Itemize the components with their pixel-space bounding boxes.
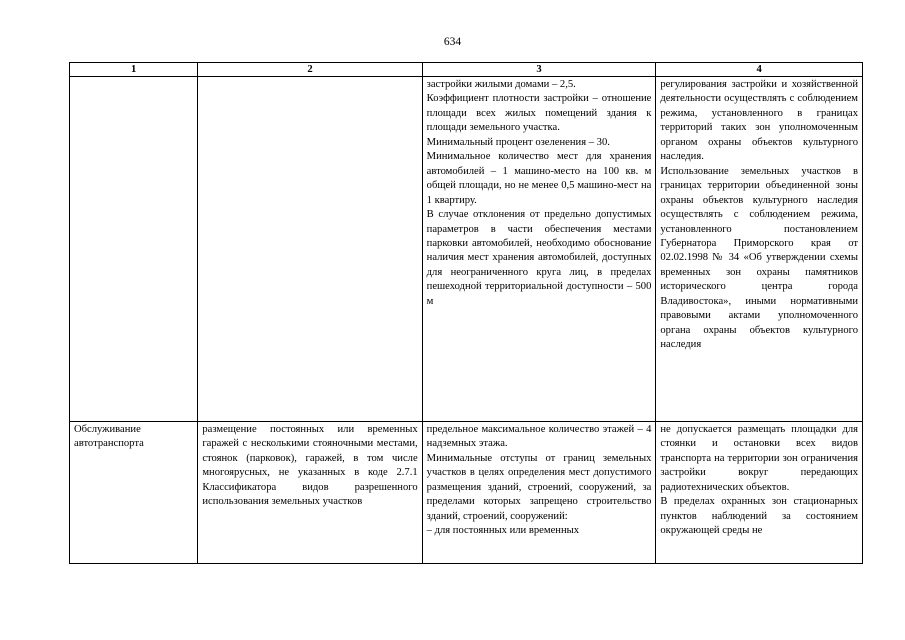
row1-parameters: застройки жилыми домами – 2,5. Коэффициент плотности застройки – отношение площади всех жилых помещений здания к площади земельного участка. Минимальный процент озеленения – 30. Минимальное количество мест для хранения автомобилей – 1 машино-место на 100 кв. м общей площади, но не менее 0,5 машино-мест на 1 квартиру. В случае отклонения от предельно допустимых параметров в части обеспечения местами парковки автомобилей, необходимо обоснование наличия мест хранения автомобилей, доступных для неограниченного круга лиц, в пределах пешеходной территориальной доступности – 500 м: [422, 77, 656, 422]
header-col-3: 3: [422, 63, 656, 77]
row1-restrictions: регулирования застройки и хозяйственной деятельности осуществлять с соблюдением режима, установленного в границах территорий таких зон уполномоченным органом охраны объектов культурного наследия. Использование земельных участков в границах территории объединенной зоны охраны объектов культурного наследия осуществлять с соблюдением режима, установленного постановлением Губернатора Приморского края от 02.02.1998 № 34 «Об утверждении схемы временных зон охраны памятников исторического центра города Владивостока», иными нормативными правовыми актами уполномоченного органа охраны объектов культурного наследия: [656, 77, 863, 422]
row2-use-type: Обслуживание автотранспорта: [70, 422, 198, 564]
row1-description: [198, 77, 422, 422]
regulations-table: [69, 62, 863, 564]
header-col-2: 2: [198, 63, 422, 77]
table-row: [70, 422, 863, 564]
row2-restrictions: не допускается размещать площадки для стоянки и остановки всех видов транспорта на территории зон ограничения застройки вокруг передающих радиотехнических объектов. В пределах охранных зон стационарных пунктов наблюдений за состоянием окружающей среды не: [656, 422, 863, 564]
header-col-1: 1: [70, 63, 198, 77]
row2-description: размещение постоянных или временных гаражей с несколькими стояночными местами, стоянок (парковок), гаражей, в том числе многоярусных, не указанных в коде 2.7.1 Классификатора видов разрешенного использования земельных участков: [198, 422, 422, 564]
row1-use-type: [70, 77, 198, 422]
page-number: 634: [443, 36, 462, 48]
header-col-4: 4: [656, 63, 863, 77]
row2-parameters: предельное максимальное количество этажей – 4 надземных этажа. Минимальные отступы от границ земельных участков в целях определения мест допустимого размещения зданий, строений, сооружений, за пределами которых запрещено строительство зданий, строений, сооружений: – для постоянных или временных: [422, 422, 656, 564]
table-header-row: [70, 63, 863, 77]
table-row: [70, 77, 863, 422]
